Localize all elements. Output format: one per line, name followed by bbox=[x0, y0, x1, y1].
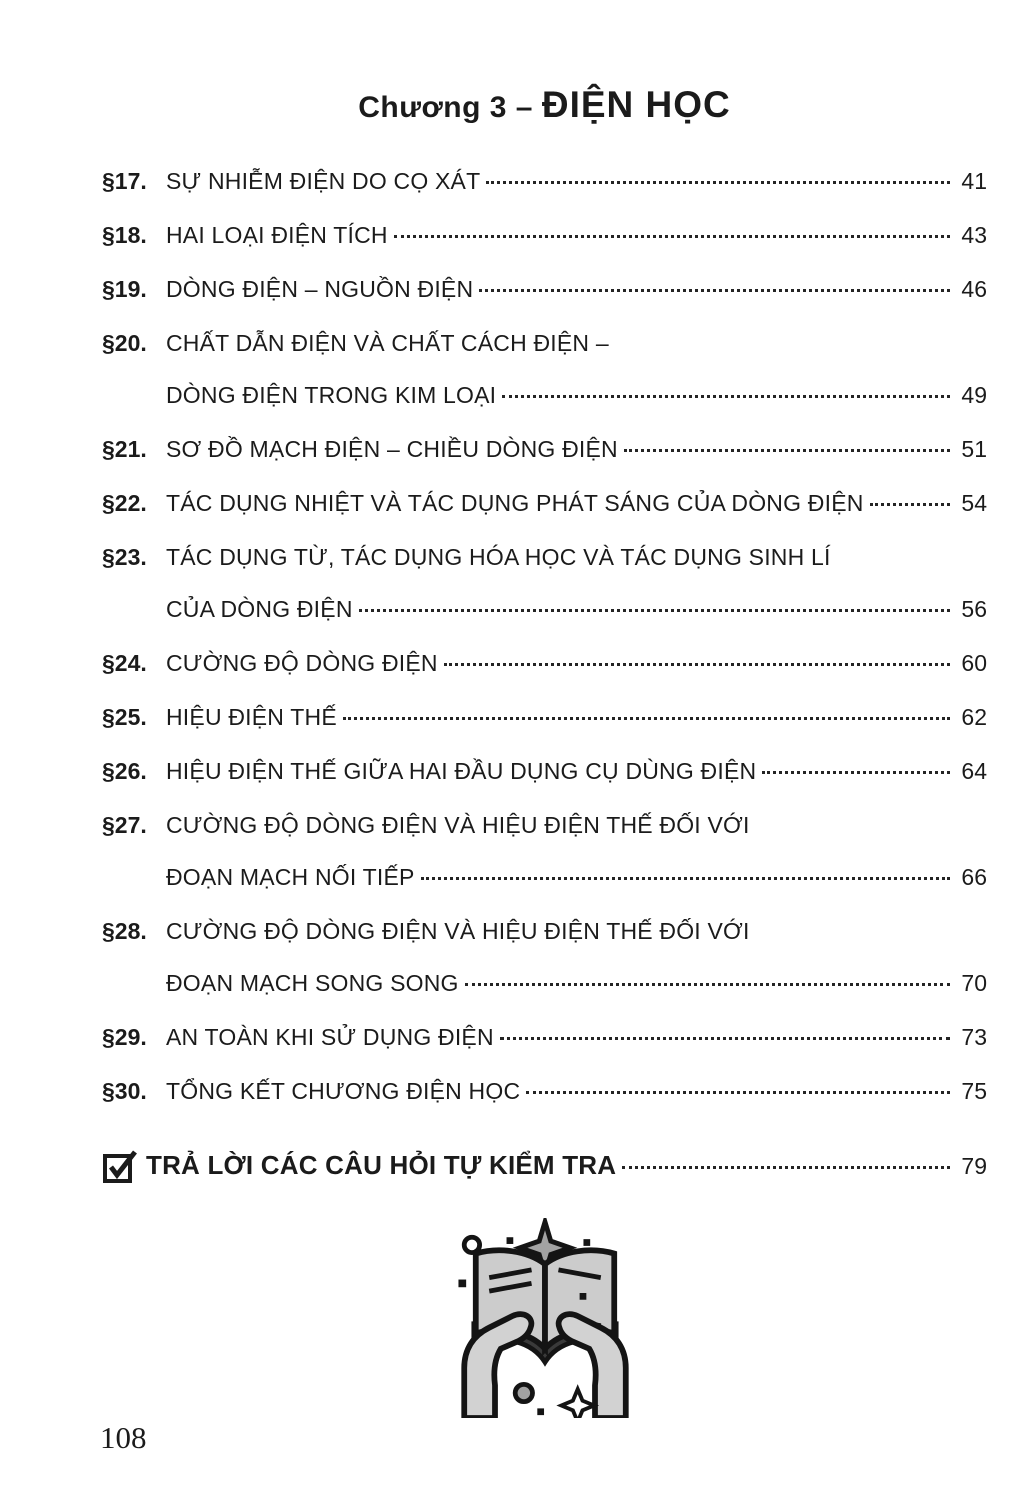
toc-entry-page: 49 bbox=[961, 382, 987, 408]
dot-leader bbox=[343, 717, 950, 720]
toc-entry bbox=[102, 1076, 987, 1106]
toc-entry bbox=[102, 916, 987, 998]
toc-entry-page: 60 bbox=[961, 650, 987, 676]
toc-entry-title: HIỆU ĐIỆN THẾ GIỮA HAI ĐẦU DỤNG CỤ DÙNG ĐIỆN bbox=[166, 758, 757, 784]
dot-leader bbox=[526, 1091, 950, 1094]
toc-entry-line bbox=[166, 968, 987, 998]
toc-entry-title: CHẤT DẪN ĐIỆN VÀ CHẤT CÁCH ĐIỆN – bbox=[166, 330, 609, 356]
toc-entry-line bbox=[166, 648, 987, 678]
toc-entry bbox=[102, 1022, 987, 1052]
toc-entry-line bbox=[166, 220, 987, 250]
toc-entry-body bbox=[166, 274, 987, 304]
toc-entry-title: HIỆU ĐIỆN THẾ bbox=[166, 704, 337, 730]
toc-entry bbox=[102, 434, 987, 464]
toc-entry-title: AN TOÀN KHI SỬ DỤNG ĐIỆN bbox=[166, 1024, 494, 1050]
toc-entry-number: §18. bbox=[102, 222, 147, 248]
dot-leader bbox=[870, 503, 950, 506]
toc-entry-page: 66 bbox=[961, 864, 987, 890]
toc-entry bbox=[102, 756, 987, 786]
toc-entry-title: CƯỜNG ĐỘ DÒNG ĐIỆN VÀ HIỆU ĐIỆN THẾ ĐỐI VỚI bbox=[166, 812, 750, 838]
toc-entry-title: DÒNG ĐIỆN TRONG KIM LOẠI bbox=[166, 382, 497, 408]
toc-entry-title: SỰ NHIỄM ĐIỆN DO CỌ XÁT bbox=[166, 168, 481, 194]
toc-entry-number: §20. bbox=[102, 330, 147, 356]
dot-leader bbox=[500, 1037, 950, 1040]
toc-entry bbox=[102, 274, 987, 304]
toc-entry-number: §29. bbox=[102, 1024, 147, 1050]
toc-entry-body bbox=[166, 542, 987, 624]
toc-entry-number: §27. bbox=[102, 812, 147, 838]
toc-entry-title: CƯỜNG ĐỘ DÒNG ĐIỆN bbox=[166, 650, 438, 676]
dot-leader bbox=[421, 877, 950, 880]
toc-entry-line bbox=[166, 702, 987, 732]
toc-entry-title: HAI LOẠI ĐIỆN TÍCH bbox=[166, 222, 388, 248]
toc-entry-page: 43 bbox=[961, 222, 987, 248]
toc-entry-body bbox=[166, 916, 987, 998]
toc-entry-body bbox=[166, 328, 987, 410]
toc-entry-page: 70 bbox=[961, 970, 987, 996]
dot-leader bbox=[622, 1166, 950, 1169]
dot-leader bbox=[762, 771, 950, 774]
dot-leader bbox=[502, 395, 950, 398]
chapter-number: Chương 3 – bbox=[358, 91, 533, 124]
toc-entry-body bbox=[166, 1022, 987, 1052]
toc-entry-line bbox=[166, 756, 987, 786]
toc-entry-body bbox=[166, 810, 987, 892]
dot-leader bbox=[486, 181, 950, 184]
toc-entry-page: 62 bbox=[961, 704, 987, 730]
sparkle-star-small-icon bbox=[561, 1389, 594, 1418]
toc-entry-body bbox=[166, 488, 987, 518]
toc-entry-page: 75 bbox=[961, 1078, 987, 1104]
toc-entry-page: 56 bbox=[961, 596, 987, 622]
toc-entry bbox=[102, 810, 987, 892]
toc-entry-line bbox=[166, 434, 987, 464]
dot-leader bbox=[624, 449, 950, 452]
toc-entry-title: CỦA DÒNG ĐIỆN bbox=[166, 596, 353, 622]
toc-list bbox=[102, 166, 987, 1106]
toc-entry-number: §23. bbox=[102, 544, 147, 570]
dot-leader bbox=[359, 609, 950, 612]
toc-entry-body bbox=[166, 702, 987, 732]
toc-entry-number: §21. bbox=[102, 436, 147, 462]
toc-entry-number: §25. bbox=[102, 704, 147, 730]
toc-entry-page: 64 bbox=[961, 758, 987, 784]
dot-leader bbox=[394, 235, 950, 238]
dot-leader bbox=[479, 289, 950, 292]
answers-entry-title: TRẢ LỜI CÁC CÂU HỎI TỰ KIỂM TRA bbox=[146, 1150, 617, 1180]
toc-entry-line bbox=[166, 274, 987, 304]
toc-entry-title: ĐOẠN MẠCH SONG SONG bbox=[166, 970, 459, 996]
toc-entry-line bbox=[166, 916, 987, 946]
toc-entry-body bbox=[166, 648, 987, 678]
toc-entry-line bbox=[166, 542, 987, 572]
toc-entry-number: §30. bbox=[102, 1078, 147, 1104]
toc-entry bbox=[102, 328, 987, 410]
toc-entry-line bbox=[166, 594, 987, 624]
toc-entry-number: §26. bbox=[102, 758, 147, 784]
answers-entry bbox=[102, 1148, 987, 1192]
toc-entry-number: §17. bbox=[102, 168, 147, 194]
toc-entry-title: CƯỜNG ĐỘ DÒNG ĐIỆN VÀ HIỆU ĐIỆN THẾ ĐỐI VỚI bbox=[166, 918, 750, 944]
toc-entry-line bbox=[166, 166, 987, 196]
toc-entry-number: §19. bbox=[102, 276, 147, 302]
toc-entry-body bbox=[166, 220, 987, 250]
toc-entry-title: TỔNG KẾT CHƯƠNG ĐIỆN HỌC bbox=[166, 1078, 521, 1104]
checkbox-checked-icon bbox=[102, 1148, 146, 1192]
toc-entry-body bbox=[166, 1076, 987, 1106]
toc-entry-title: TÁC DỤNG TỪ, TÁC DỤNG HÓA HỌC VÀ TÁC DỤNG SINH LÍ bbox=[166, 544, 831, 570]
toc-entry-line bbox=[166, 810, 987, 840]
toc-entry-number: §28. bbox=[102, 918, 147, 944]
chapter-title: ĐIỆN HỌC bbox=[541, 84, 731, 125]
toc-entry bbox=[102, 702, 987, 732]
toc-entry-title: ĐOẠN MẠCH NỐI TIẾP bbox=[166, 864, 415, 890]
toc-entry-body bbox=[166, 166, 987, 196]
toc-entry bbox=[102, 488, 987, 518]
toc-entry-page: 41 bbox=[961, 168, 987, 194]
toc-entry bbox=[102, 220, 987, 250]
answers-entry-page: 79 bbox=[961, 1153, 987, 1179]
toc-entry-number: §24. bbox=[102, 650, 147, 676]
toc-entry-title: DÒNG ĐIỆN – NGUỒN ĐIỆN bbox=[166, 276, 474, 302]
toc-entry-line bbox=[166, 380, 987, 410]
toc-entry-page: 51 bbox=[961, 436, 987, 462]
toc-entry-line bbox=[166, 1076, 987, 1106]
open-book-in-hands-illustration bbox=[102, 1218, 987, 1423]
toc-entry-title: TÁC DỤNG NHIỆT VÀ TÁC DỤNG PHÁT SÁNG CỦA DÒNG ĐIỆN bbox=[166, 490, 864, 516]
toc-entry-number: §22. bbox=[102, 490, 147, 516]
page-folio: 108 bbox=[100, 1420, 147, 1455]
toc-entry-page: 54 bbox=[961, 490, 987, 516]
toc-entry-line bbox=[166, 328, 987, 358]
toc-entry bbox=[102, 542, 987, 624]
toc-entry-page: 73 bbox=[961, 1024, 987, 1050]
dot-leader bbox=[444, 663, 950, 666]
toc-entry-body bbox=[166, 756, 987, 786]
chapter-heading bbox=[102, 84, 987, 126]
toc-entry bbox=[102, 648, 987, 678]
toc-entry-line bbox=[166, 862, 987, 892]
toc-entry-page: 46 bbox=[961, 276, 987, 302]
toc-entry-line bbox=[166, 1022, 987, 1052]
toc-entry-line bbox=[166, 488, 987, 518]
toc-entry bbox=[102, 166, 987, 196]
toc-entry-title: SƠ ĐỒ MẠCH ĐIỆN – CHIỀU DÒNG ĐIỆN bbox=[166, 436, 618, 462]
toc-entry-body bbox=[166, 434, 987, 464]
dot-leader bbox=[465, 983, 950, 986]
